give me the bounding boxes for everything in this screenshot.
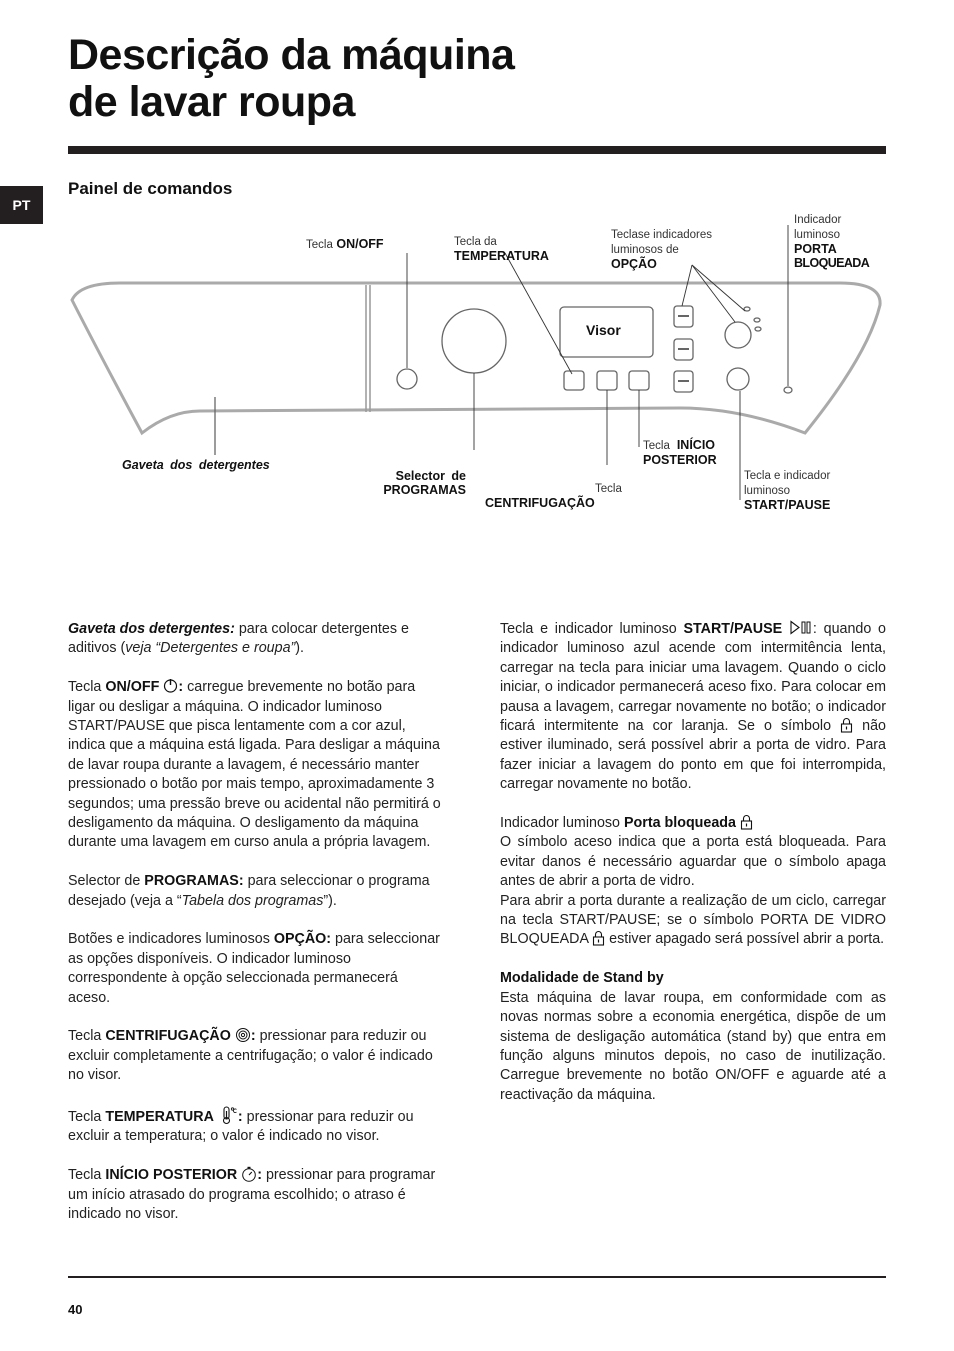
label-start-pause-name: START/PAUSE xyxy=(744,498,831,512)
temperature-key-drawing xyxy=(564,371,584,390)
door-lock-text-2: Para abrir a porta durante a realização de um ciclo, carregar na tecla START/PAUSE; se o símbolo PORTA DE VIDRO BLOQUEADA xyxy=(500,892,886,948)
left-column xyxy=(68,620,442,1244)
label-option xyxy=(611,227,712,271)
spin-key-drawing xyxy=(597,371,617,390)
spin-paragraph xyxy=(68,1027,442,1085)
power-icon xyxy=(163,678,178,693)
label-option-prefix-1: Teclase indicadores xyxy=(611,229,713,241)
program-selector-drawing xyxy=(442,309,506,373)
lock-icon xyxy=(840,717,853,733)
option-led-3 xyxy=(755,327,761,331)
spin-text: pressionar para reduzir ou excluir completamente a centrifugação; o valor é indicado no visor. xyxy=(68,1028,433,1084)
door-lock-heading: Porta bloqueada xyxy=(623,815,736,832)
standby-text: Esta máquina de lavar roupa, em conformidade com as novas normas sobre a economia energética, dispõe de um sistema de desligação automática (stand by) que entra em função alguns minutos depois, no caso de inutilização. Carregue brevemente no botão ON/OFF e aguarde até a reactivação da máquina. xyxy=(500,989,886,1103)
label-door-lock xyxy=(794,212,869,270)
delay-start-text: pressionar para programar um início atrasado do programa escolhido; o atraso é indicado no visor. xyxy=(68,1167,436,1223)
thermometer-icon xyxy=(218,1105,238,1125)
label-spin-prefix: Tecla xyxy=(595,483,622,495)
drawer-paragraph xyxy=(68,620,442,659)
spin-colon: : xyxy=(250,1028,256,1045)
on-off-button-drawing xyxy=(397,369,417,389)
panel-divider xyxy=(366,285,370,412)
label-drawer-name: Gaveta dos detergentes xyxy=(122,458,270,472)
label-delay-start-name-2: POSTERIOR xyxy=(643,453,717,467)
control-panel-diagram xyxy=(60,205,890,525)
start-pause-button-drawing xyxy=(727,368,749,390)
option-prefix: Botões e indicadores luminosos xyxy=(68,931,274,948)
label-on-off-prefix: Tecla xyxy=(306,239,333,251)
door-lock-text-3: estiver apagado será possível abrir a porta. xyxy=(609,931,885,948)
label-spin xyxy=(485,481,622,510)
footer-rule xyxy=(68,1276,886,1278)
label-delay-start-name-1: INÍCIO xyxy=(676,438,716,452)
spin-icon xyxy=(235,1027,251,1043)
panel-outline xyxy=(72,283,880,433)
label-selector-name-2: PROGRAMAS xyxy=(383,483,466,497)
lock-icon xyxy=(740,814,753,830)
on-off-heading: ON/OFF xyxy=(105,679,160,696)
start-pause-heading: START/PAUSE xyxy=(683,621,783,637)
delay-start-heading: INÍCIO POSTERIOR xyxy=(105,1167,238,1184)
spin-heading: CENTRIFUGAÇÃO xyxy=(105,1028,231,1045)
door-lock-text-1: O símbolo aceso indica que a porta está bloqueada. Para evitar danos é necessário aguardar que o símbolo apaga antes de abrir a porta de vidro. xyxy=(500,834,886,890)
label-selector-name-1: Selector de xyxy=(395,469,466,483)
title-line-1: Descrição da máquina xyxy=(68,31,515,79)
selector-paragraph xyxy=(68,872,442,911)
label-delay-start xyxy=(643,438,717,467)
label-door-lock-name-2: BLOQUEADA xyxy=(794,256,870,270)
door-lock-led-drawing xyxy=(784,387,792,393)
label-door-lock-prefix-2: luminoso xyxy=(794,229,841,241)
label-option-prefix-2: luminosos de xyxy=(611,244,679,256)
language-tab: PT xyxy=(0,186,43,224)
on-off-text: carregue brevemente no botão para ligar ou desligar a máquina. O indicador luminoso START/PAUSE que pisca lentamente com a cor azul, indica que a máquina está ligada. Para desligar a máquina de lavar roupa durante a lavagem, é necessário manter pressionado o botão por mais tempo, aproximadamente 3 segundos; uma pressão breve ou acidental não permitirá o desligamento da máquina. O desligamento da máquina durante uma lavagem em curso anula a própria lavagem. xyxy=(68,679,441,851)
option-heading: OPÇÃO: xyxy=(273,931,332,948)
temperature-prefix: Tecla xyxy=(68,1109,106,1126)
drawer-heading: Gaveta dos detergentes: xyxy=(68,621,235,637)
selector-text-2: ”). xyxy=(323,892,337,909)
title-line-2: de lavar roupa xyxy=(68,78,355,126)
delay-start-prefix: Tecla xyxy=(68,1167,106,1184)
clock-icon xyxy=(241,1166,257,1182)
drawer-text-1: para colocar detergentes e aditivos ( xyxy=(68,621,409,657)
label-start-pause-prefix-2: luminoso xyxy=(744,485,791,497)
label-door-lock-name-1: PORTA xyxy=(794,242,837,256)
delay-start-colon: : xyxy=(257,1167,262,1184)
on-off-paragraph xyxy=(68,678,442,853)
display-label: Visor xyxy=(586,322,621,338)
start-pause-prefix: Tecla e indicador luminoso xyxy=(500,621,684,637)
selector-reference: Tabela dos programas xyxy=(181,892,324,909)
section-title: Painel de comandos xyxy=(68,179,233,198)
option-led-2 xyxy=(754,318,760,322)
label-temperature-name: TEMPERATURA xyxy=(454,249,549,263)
label-delay-start-prefix: Tecla xyxy=(643,440,670,452)
on-off-prefix: Tecla xyxy=(68,679,106,696)
door-lock-prefix: Indicador luminoso xyxy=(500,815,624,832)
start-pause-text-2: não estiver iluminado, será possível abrir a porta de vidro. Para fazer iniciar a lavagem do ponto em que foi interrompida, carregar novamente no botão. xyxy=(500,718,886,793)
standby-paragraph xyxy=(500,969,886,1105)
label-temperature xyxy=(454,234,549,263)
title-rule xyxy=(68,146,886,154)
standby-heading: Modalidade de Stand by xyxy=(500,970,664,987)
temperature-colon: : xyxy=(237,1109,243,1126)
door-lock-paragraph xyxy=(500,814,886,950)
delay-key-drawing xyxy=(629,371,649,390)
label-start-pause-prefix-1: Tecla e indicador xyxy=(744,470,831,482)
on-off-colon: : xyxy=(178,679,184,696)
page-title xyxy=(68,32,514,126)
right-column xyxy=(500,620,886,1125)
label-door-lock-prefix-1: Indicador xyxy=(794,214,842,226)
start-pause-icon xyxy=(789,620,813,635)
start-pause-text-1: : quando o indicador luminoso azul acende com intermitência lenta, carregar na tecla para iniciar uma lavagem. Quando o ciclo iniciar, o indicador permanecerá aceso fixo. Para colocar em pausa a lavagem, carregar novamente no botão; o indicador ficará intermitente na cor laranja. Se o símbolo xyxy=(500,621,886,735)
label-spin-name: CENTRIFUGAÇÃO xyxy=(485,496,595,510)
selector-heading: PROGRAMAS: xyxy=(144,873,244,890)
option-text: para seleccionar as opções disponíveis. O indicador luminoso correspondente à opção seleccionada permanecerá aceso. xyxy=(68,931,440,1006)
drawer-reference: veja “Detergentes e roupa” xyxy=(125,640,296,657)
label-drawer xyxy=(122,458,270,472)
label-selector xyxy=(361,469,466,497)
option-knob-drawing xyxy=(725,322,751,348)
spin-prefix: Tecla xyxy=(68,1028,106,1045)
label-on-off xyxy=(306,237,384,252)
label-on-off-name: ON/OFF xyxy=(336,237,384,251)
temperature-paragraph xyxy=(68,1105,442,1147)
lock-icon xyxy=(592,930,605,946)
start-pause-paragraph xyxy=(500,620,886,795)
label-option-name: OPÇÃO xyxy=(611,257,657,271)
selector-prefix: Selector de xyxy=(68,873,145,890)
selector-text-1: para seleccionar o programa desejado (veja a “ xyxy=(68,873,430,909)
label-temperature-prefix: Tecla da xyxy=(454,236,497,248)
temperature-heading: TEMPERATURA xyxy=(105,1109,214,1126)
temperature-text: pressionar para reduzir ou excluir a temperatura; o valor é indicado no visor. xyxy=(68,1109,414,1145)
drawer-text-2: ). xyxy=(295,640,305,657)
option-paragraph xyxy=(68,930,442,1008)
label-start-pause xyxy=(744,468,830,512)
delay-start-paragraph xyxy=(68,1166,442,1224)
page-number: 40 xyxy=(68,1302,83,1317)
